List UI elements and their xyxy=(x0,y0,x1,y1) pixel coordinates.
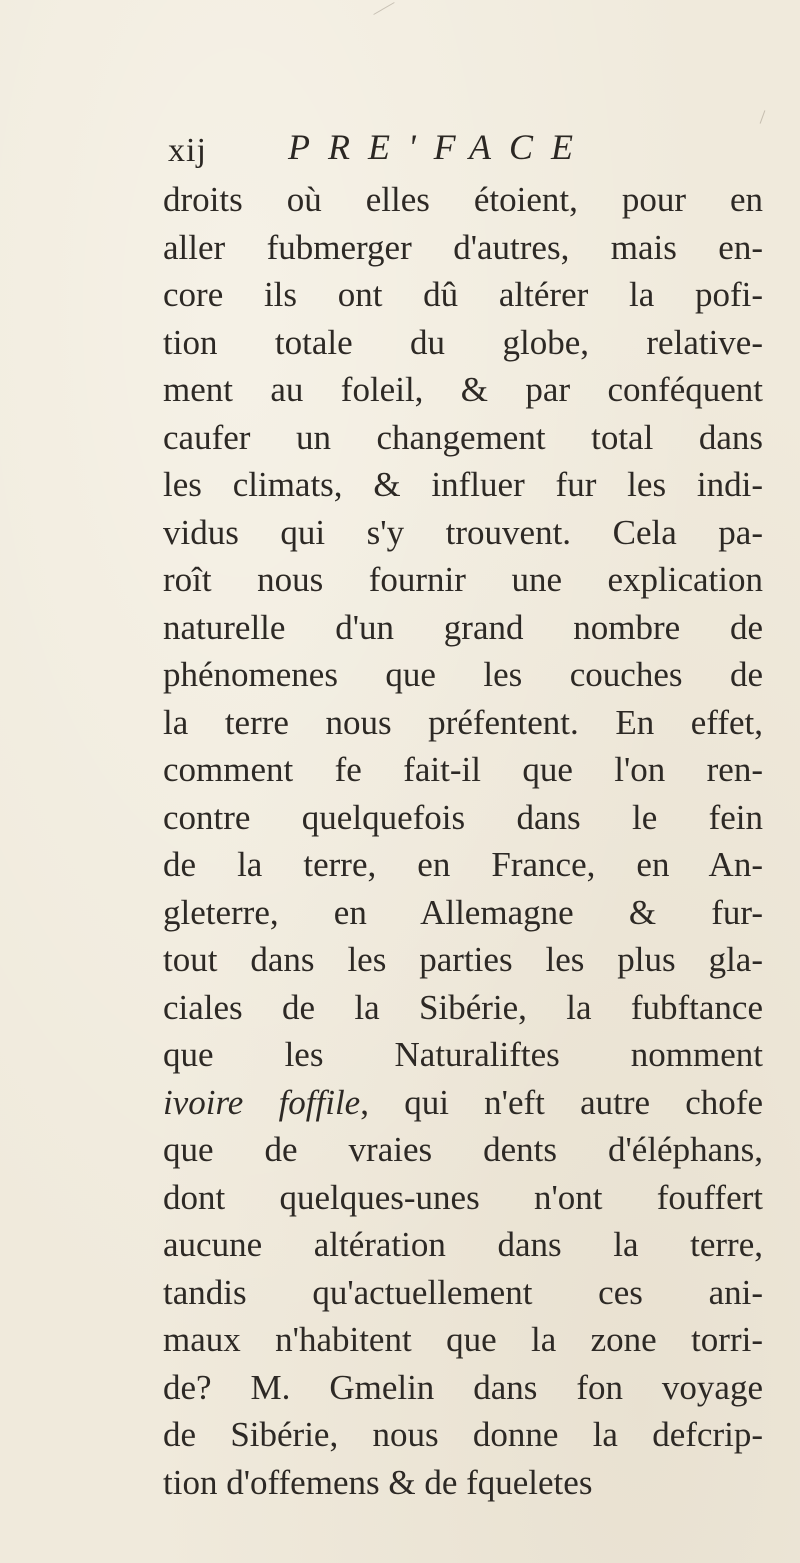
text-line: que les Naturaliftes nomment xyxy=(163,1035,763,1074)
text-line: de la terre, en France, en An- xyxy=(163,845,763,884)
text-line: phénomenes que les couches de xyxy=(163,655,763,694)
body-text xyxy=(163,176,763,1506)
paper-mark xyxy=(373,2,394,15)
text-line: aller fubmerger d'autres, mais en- xyxy=(163,227,763,267)
text-line: vidus qui s'y trouvent. Cela pa- xyxy=(163,512,763,552)
text-line: maux n'habitent que la zone torri- xyxy=(163,1320,763,1359)
text-line: roît nous fournir une explication xyxy=(163,560,763,599)
text-line: tion d'offemens & de fqueletes xyxy=(163,1462,593,1502)
text-line: dont quelques-unes n'ont fouffert xyxy=(163,1177,763,1217)
text-line: que de vraies dents d'éléphans, xyxy=(163,1130,763,1169)
text-line: de? M. Gmelin dans fon voyage xyxy=(163,1367,763,1407)
text-line: naturelle d'un grand nombre de xyxy=(163,607,763,647)
text-line: tandis qu'actuellement ces ani- xyxy=(163,1272,763,1312)
text-line: gleterre, en Allemagne & fur- xyxy=(163,892,763,932)
text-line: la terre nous préfentent. En effet, xyxy=(163,702,763,742)
italic-line-rest: , qui n'eft autre chofe xyxy=(360,1082,764,1122)
text-line: caufer un changement total dans xyxy=(163,417,763,457)
text-line: ment au foleil, & par conféquent xyxy=(163,370,763,409)
running-head: PRE'FACE xyxy=(288,127,592,167)
text-line: les climats, & influer fur les indi- xyxy=(163,465,763,504)
text-line: de Sibérie, nous donne la defcrip- xyxy=(163,1415,763,1454)
text-line: tion totale du globe, relative- xyxy=(163,322,763,362)
text-line: droits où elles étoient, pour en xyxy=(163,180,763,219)
text-line: comment fe fait-il que l'on ren- xyxy=(163,750,763,789)
text-line: aucune altération dans la terre, xyxy=(163,1225,763,1264)
page-number: xij xyxy=(168,132,207,169)
text-line: contre quelquefois dans le fein xyxy=(163,797,763,837)
italic-term: ivoire foffile xyxy=(163,1082,361,1122)
text-line-italic xyxy=(163,1079,763,1127)
text-line: core ils ont dû altérer la pofi- xyxy=(163,275,763,314)
page-header xyxy=(168,126,728,172)
paper-mark xyxy=(760,110,766,123)
text-line: ciales de la Sibérie, la fubftance xyxy=(163,987,763,1027)
text-line: tout dans les parties les plus gla- xyxy=(163,940,763,979)
